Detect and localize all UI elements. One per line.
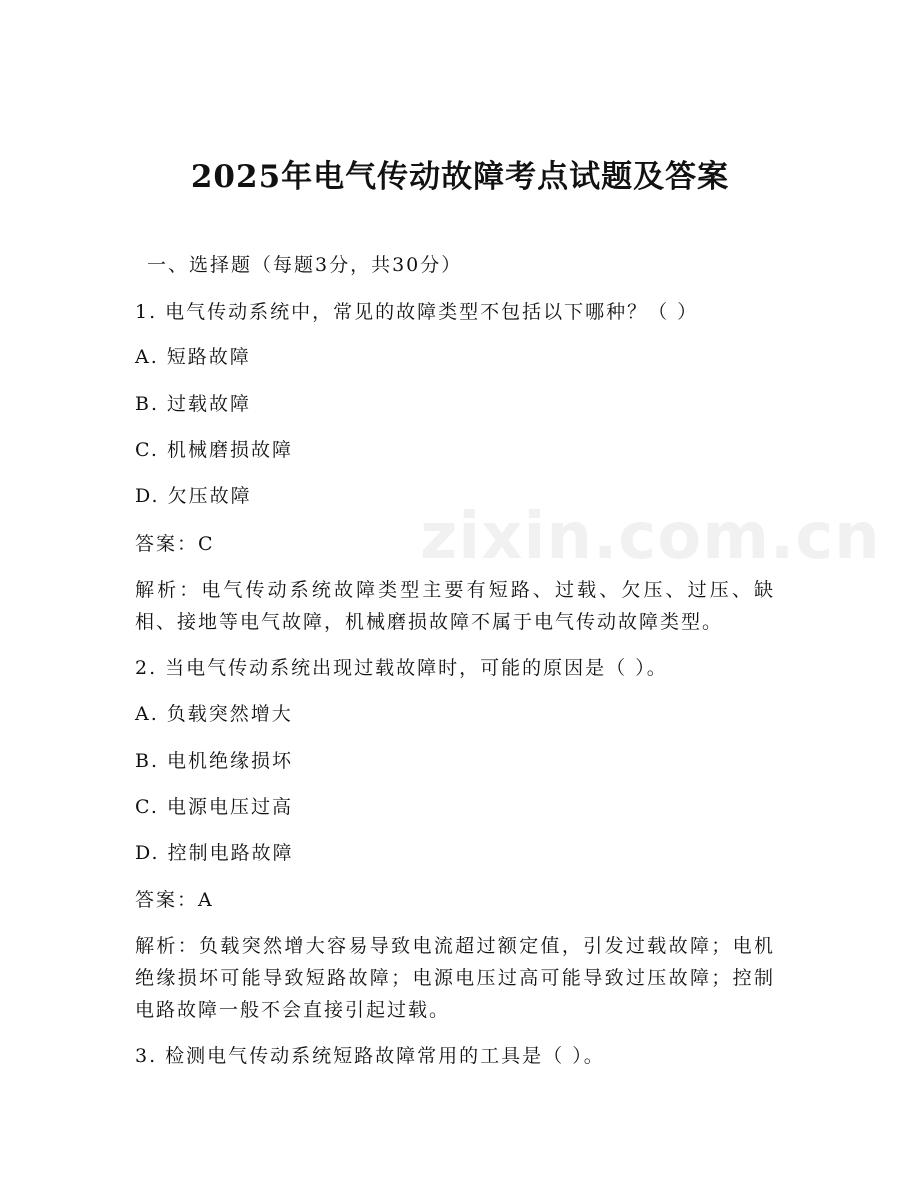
question-1-answer: 答案：C — [135, 533, 215, 555]
question-2-option-a: A. 负载突然增大 — [135, 703, 293, 725]
question-1-option-d: D. 欠压故障 — [135, 485, 252, 507]
document-title: 2025年电气传动故障考点试题及答案 — [190, 159, 730, 195]
question-1-option-a: A. 短路故障 — [135, 346, 251, 368]
question-2-explanation: 解析：负载突然增大容易导致电流超过额定值，引发过载故障；电机绝缘损坏可能导致短路故障；电源电压过高可能导致过压故障；控制电路故障一般不会直接引起过载。 — [135, 935, 775, 1021]
watermark: zixin.com.cn — [420, 500, 881, 574]
question-3-stem: 3. 检测电气传动系统短路故障常用的工具是（ ）。 — [135, 1045, 605, 1067]
question-1-stem: 1. 电气传动系统中，常见的故障类型不包括以下哪种？（ ） — [135, 301, 699, 323]
question-2-option-d: D. 控制电路故障 — [135, 842, 294, 864]
question-2-option-c: C. 电源电压过高 — [135, 796, 293, 818]
question-2-answer: 答案：A — [135, 889, 214, 911]
section-heading: 一、选择题（每题3分，共30分） — [147, 254, 463, 276]
question-1-explanation: 解析：电气传动系统故障类型主要有短路、过载、欠压、过压、缺相、接地等电气故障，机械磨损故障不属于电气传动故障类型。 — [135, 579, 775, 633]
question-1-option-c: C. 机械磨损故障 — [135, 439, 293, 461]
question-2-option-b: B. 电机绝缘损坏 — [135, 750, 294, 772]
question-2-stem: 2. 当电气传动系统出现过载故障时，可能的原因是（ ）。 — [135, 657, 668, 679]
question-1-option-b: B. 过载故障 — [135, 393, 252, 415]
